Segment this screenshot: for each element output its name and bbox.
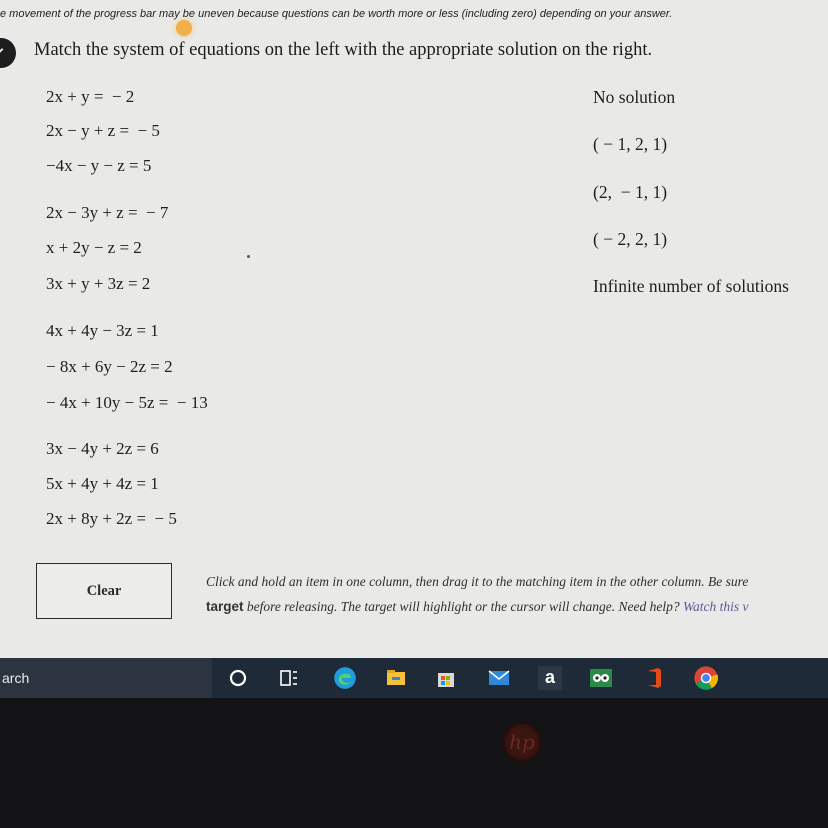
- help-video-link[interactable]: Watch this v: [682, 599, 749, 614]
- file-explorer-icon[interactable]: [384, 666, 408, 690]
- help-line-2: [206, 594, 828, 619]
- laptop-bezel: [0, 698, 828, 828]
- taskbar-search-box[interactable]: [0, 658, 212, 698]
- clear-button[interactable]: Clear: [36, 563, 172, 619]
- system-2-eq-2[interactable]: x + 2y − z = 2: [46, 238, 142, 257]
- cortana-icon[interactable]: [226, 666, 250, 690]
- system-4-eq-1[interactable]: 3x − 4y + 2z = 6: [46, 439, 159, 458]
- system-4-eq-2[interactable]: 5x + 4y + 4z = 1: [46, 474, 159, 493]
- question-instruction: Match the system of equations on the left with the appropriate solution on the right.: [34, 40, 653, 60]
- system-2-eq-3[interactable]: 3x + y + 3z = 2: [46, 274, 151, 293]
- question-edit-icon: [0, 38, 16, 68]
- system-1-eq-1[interactable]: 2x + y = − 2: [46, 87, 135, 106]
- progress-note: e movement of the progress bar may be uneven because questions can be worth more or less (including zero) depending on your answer.: [0, 8, 673, 20]
- system-3-eq-1[interactable]: 4x + 4y − 3z = 1: [46, 321, 159, 340]
- edge-icon[interactable]: [332, 665, 358, 691]
- system-4-eq-3[interactable]: 2x + 8y + 2z = − 5: [46, 509, 177, 528]
- system-2-eq-1[interactable]: 2x − 3y + z = − 7: [46, 203, 169, 222]
- system-1-eq-2[interactable]: 2x − y + z = − 5: [46, 121, 160, 140]
- task-view-icon[interactable]: [277, 666, 301, 690]
- help-line-1: Click and hold an item in one column, then drag it to the matching item in the other column. Be sure: [206, 574, 749, 589]
- solution-neg2-2-1[interactable]: ( − 2, 2, 1): [593, 229, 668, 249]
- progress-indicator: [176, 20, 192, 36]
- solution-neg1-2-1[interactable]: ( − 1, 2, 1): [593, 134, 668, 154]
- solution-infinite[interactable]: Infinite number of solutions: [593, 276, 789, 296]
- drag-instructions: [206, 569, 828, 619]
- office-icon[interactable]: [642, 666, 666, 690]
- store-icon[interactable]: [434, 666, 458, 690]
- solution-no-solution[interactable]: No solution: [593, 87, 676, 107]
- hp-logo: hp: [502, 722, 542, 762]
- help-target-word: target: [206, 599, 244, 614]
- search-label: arch: [2, 670, 30, 686]
- chrome-icon[interactable]: [692, 664, 720, 692]
- windows-taskbar: [0, 658, 828, 698]
- stray-dot: [247, 255, 250, 258]
- system-1-eq-3[interactable]: −4x − y − z = 5: [46, 156, 152, 175]
- system-3-eq-2[interactable]: − 8x + 6y − 2z = 2: [46, 357, 173, 376]
- amazon-icon[interactable]: a: [538, 666, 562, 690]
- tripadvisor-icon[interactable]: [589, 666, 613, 690]
- solution-2-neg1-1[interactable]: (2, − 1, 1): [593, 182, 668, 202]
- help-text: before releasing. The target will highlight or the cursor will change. Need help?: [243, 599, 683, 614]
- mail-icon[interactable]: [487, 666, 511, 690]
- system-3-eq-3[interactable]: − 4x + 10y − 5z = − 13: [46, 393, 208, 412]
